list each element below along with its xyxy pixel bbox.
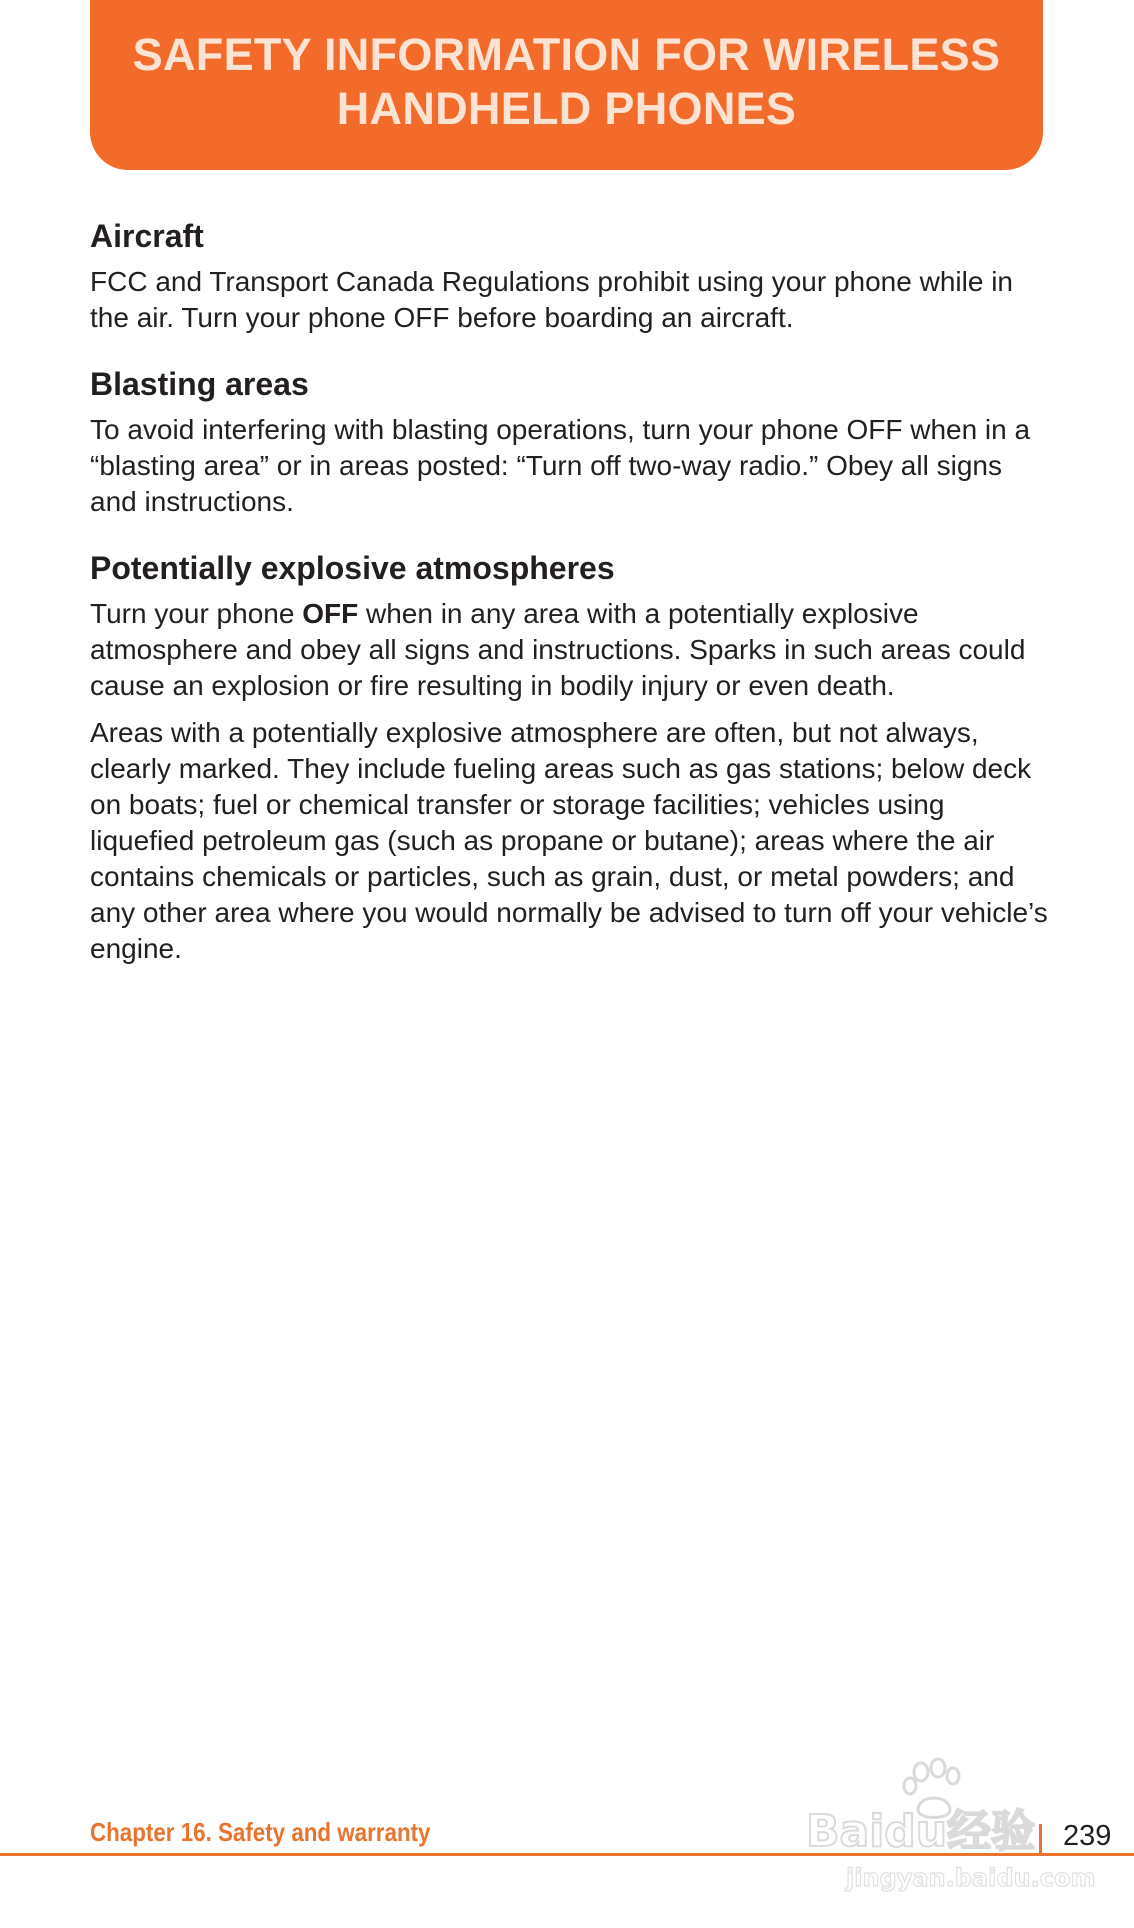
page-title-line-2: HANDHELD PHONES [336,83,797,134]
paragraph-text: Turn your phone [90,598,303,629]
section-explosive-atmospheres [90,548,1050,967]
watermark-logo-text: Baidu经验 [806,1806,1036,1857]
paragraph [90,596,1050,704]
paragraph-text: when in any area with a potentially explosive atmosphere and obey all signs and instructions. Sparks in such areas could cause an explosion or fire resulting in bodily injury or even death. [90,598,1026,701]
paragraph: FCC and Transport Canada Regulations prohibit using your phone while in the air. Turn your phone OFF before boarding an aircraft. [90,266,1013,333]
emphasis-off: OFF [302,598,359,629]
section-heading: Potentially explosive atmospheres [90,550,615,586]
header-banner [90,0,1043,170]
watermark-url-text: jingyan.baidu.com [846,1864,1096,1892]
section-blasting-areas [90,364,1050,520]
paragraph: Areas with a potentially explosive atmosphere are often, but not always, clearly marked. They include fueling areas such as gas stations; below deck on boats; fuel or chemical transfer or storage facilities; vehicles using liquefied petroleum gas (such as propane or butane); areas where the air contains chemicals or particles, such as grain, dust, or metal powders; and any other area where you would normally be advised to turn off your vehicle’s engine. [90,717,1048,964]
section-aircraft [90,216,1050,336]
page-title-line-1: SAFETY INFORMATION FOR WIRELESS [132,29,1001,80]
page-number: 239 [1063,1820,1112,1852]
section-heading: Aircraft [90,218,204,254]
main-content [90,216,1050,995]
paragraph: To avoid interfering with blasting operations, turn your phone OFF when in a “blasting area” or in areas posted: “Turn off two-way radio.” Obey all signs and instructions. [90,414,1031,517]
section-heading: Blasting areas [90,366,309,402]
footer-chapter-label: Chapter 16. Safety and warranty [90,1817,431,1847]
